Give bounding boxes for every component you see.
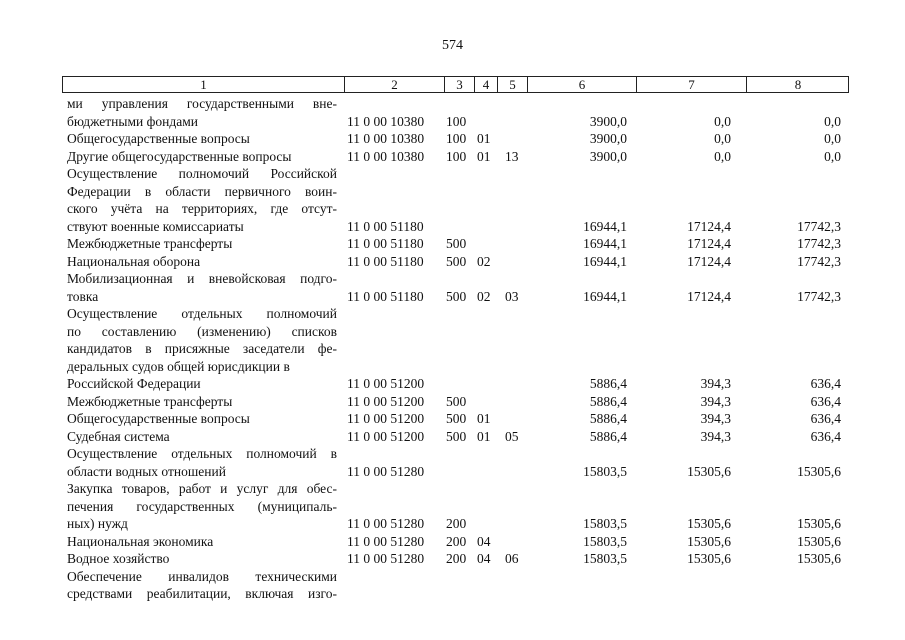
row-description: области водных отношений [67,463,226,479]
header-col-2: 2 [344,77,444,92]
row-value-col8: 0,0 [824,148,841,164]
table-row [0,148,905,166]
header-col-4: 4 [474,77,497,92]
row-description: Межбюджетные трансферты [67,236,233,251]
row-value-col7: 394,3 [700,428,731,444]
row-value-col6: 16944,1 [583,236,627,251]
row-code: 11 0 00 51200 [347,393,425,409]
header-col-6: 6 [527,77,636,92]
table-body [0,95,905,603]
row-description: Национальная экономика [67,533,214,549]
row-value-col6: 16944,1 [583,218,627,234]
header-col-5: 5 [497,77,527,92]
row-description: Осуществление отдельных полномочий в [67,446,337,461]
row-value-col6: 3900,0 [589,131,627,146]
row-value-col8: 636,4 [810,393,841,409]
header-col-8: 8 [746,77,849,92]
table-row [0,550,905,568]
row-description: Обеспечение инвалидов техническими [67,568,337,584]
row-description: Мобилизационная и вневойсковая подго- [67,271,337,286]
row-value-col7: 17124,4 [687,236,731,251]
row-code: 11 0 00 10380 [347,148,425,164]
table-row [0,498,905,516]
row-value-col6: 5886,4 [589,393,627,409]
row-code: 11 0 00 51180 [347,218,424,234]
row-description: ствуют военные комиссариаты [67,218,244,234]
table-header [62,76,849,93]
row-subsection: 13 [505,148,519,164]
row-section: 04 [477,551,491,566]
row-expense-type: 500 [446,288,467,304]
row-value-col8: 15305,6 [797,551,841,566]
table-row [0,288,905,306]
row-expense-type: 100 [446,148,467,164]
page-number: 574 [442,38,463,53]
row-code: 11 0 00 51180 [347,288,424,304]
table-row [0,410,905,428]
row-code: 11 0 00 10380 [347,131,425,146]
row-expense-type: 500 [446,393,467,409]
row-code: 11 0 00 51200 [347,376,425,391]
row-value-col6: 3900,0 [589,148,627,164]
header-col-1: 1 [200,77,207,92]
table-row [0,235,905,253]
row-value-col7: 394,3 [700,411,731,426]
row-value-col8: 17742,3 [797,288,841,304]
row-description: ми управления государственными вне- [67,96,337,111]
table-row [0,95,905,113]
row-value-col6: 16944,1 [583,253,627,269]
row-section: 01 [477,428,491,444]
row-value-col8: 636,4 [810,376,841,391]
row-code: 11 0 00 51280 [347,516,425,531]
row-expense-type: 200 [446,551,467,566]
row-section: 01 [477,148,491,164]
table-row [0,515,905,533]
row-value-col7: 15305,6 [687,516,731,531]
table-row [0,428,905,446]
row-description: Общегосударственные вопросы [67,131,250,146]
table-row [0,165,905,183]
row-value-col8: 0,0 [824,113,841,129]
row-value-col6: 5886,4 [589,411,627,426]
table-row [0,340,905,358]
row-description: Судебная система [67,428,170,444]
row-description: Осуществление отдельных полномочий [67,306,337,321]
row-value-col7: 15305,6 [687,551,731,566]
table-row [0,253,905,271]
row-expense-type: 100 [446,113,467,129]
row-value-col7: 17124,4 [687,288,731,304]
row-description: Федерации в области первичного воин- [67,183,337,199]
row-description: печения государственных (муниципаль- [67,498,337,514]
row-code: 11 0 00 51200 [347,411,425,426]
row-value-col7: 17124,4 [687,218,731,234]
row-value-col6: 15803,5 [583,533,627,549]
row-code: 11 0 00 51280 [347,463,425,479]
table-row [0,218,905,236]
row-description: деральных судов общей юрисдикции в [67,358,290,374]
row-description: средствами реабилитации, включая изго- [67,586,337,601]
table-row [0,445,905,463]
row-value-col7: 0,0 [714,148,731,164]
row-code: 11 0 00 51200 [347,428,425,444]
row-description: по составлению (изменению) списков [67,323,337,339]
row-value-col7: 17124,4 [687,253,731,269]
row-description: Другие общегосударственные вопросы [67,148,292,164]
row-description: Осуществление полномочий Российской [67,166,337,181]
row-description: Российской Федерации [67,376,201,391]
table-row [0,533,905,551]
table-row [0,183,905,201]
row-expense-type: 200 [446,533,467,549]
row-code: 11 0 00 51280 [347,533,425,549]
header-col-3: 3 [444,77,474,92]
row-value-col8: 636,4 [810,428,841,444]
row-expense-type: 500 [446,428,467,444]
row-value-col8: 636,4 [810,411,841,426]
table-row [0,568,905,586]
row-value-col6: 16944,1 [583,288,627,304]
row-description: Водное хозяйство [67,551,170,566]
row-expense-type: 500 [446,411,467,426]
table-row [0,323,905,341]
table-row [0,375,905,393]
header-col-7: 7 [636,77,746,92]
row-description: Общегосударственные вопросы [67,411,250,426]
row-value-col8: 15305,6 [797,516,841,531]
row-expense-type: 100 [446,131,467,146]
table-row [0,130,905,148]
row-subsection: 06 [505,551,519,566]
table-row [0,113,905,131]
row-value-col7: 394,3 [700,393,731,409]
row-description: ского учёта на территориях, где отсут- [67,201,337,216]
row-expense-type: 200 [446,516,467,531]
row-value-col8: 17742,3 [797,218,841,234]
row-subsection: 03 [505,288,519,304]
table-row [0,305,905,323]
row-description: Межбюджетные трансферты [67,393,233,409]
row-value-col7: 394,3 [700,376,731,391]
row-description: товка [67,288,99,304]
row-value-col7: 15305,6 [687,533,731,549]
row-description: Закупка товаров, работ и услуг для обес- [67,481,337,496]
row-value-col7: 15305,6 [687,463,731,479]
row-description: Национальная оборона [67,253,201,269]
row-code: 11 0 00 51180 [347,236,424,251]
row-value-col8: 0,0 [824,131,841,146]
row-value-col6: 15803,5 [583,516,627,531]
row-subsection: 05 [505,428,519,444]
row-code: 11 0 00 10380 [347,113,425,129]
row-value-col6: 5886,4 [589,428,627,444]
row-value-col8: 17742,3 [797,236,841,251]
row-section: 04 [477,533,491,549]
row-value-col8: 15305,6 [797,463,841,479]
row-section: 02 [477,253,491,269]
row-value-col7: 0,0 [714,113,731,129]
table-row [0,463,905,481]
table-row [0,480,905,498]
row-description: ных) нужд [67,516,128,531]
row-value-col6: 3900,0 [589,113,627,129]
table-row [0,585,905,603]
row-value-col8: 17742,3 [797,253,841,269]
row-description: кандидатов в присяжные заседатели фе- [67,341,337,356]
table-row [0,393,905,411]
row-expense-type: 500 [446,236,467,251]
table-row [0,270,905,288]
row-section: 01 [477,411,491,426]
row-section: 01 [477,131,491,146]
row-code: 11 0 00 51180 [347,253,424,269]
row-value-col8: 15305,6 [797,533,841,549]
row-description: бюджетными фондами [67,113,198,129]
row-code: 11 0 00 51280 [347,551,425,566]
row-value-col7: 0,0 [714,131,731,146]
table-row [0,200,905,218]
row-value-col6: 15803,5 [583,551,627,566]
row-value-col6: 15803,5 [583,463,627,479]
row-value-col6: 5886,4 [589,376,627,391]
row-section: 02 [477,288,491,304]
row-expense-type: 500 [446,253,467,269]
table-row [0,358,905,376]
